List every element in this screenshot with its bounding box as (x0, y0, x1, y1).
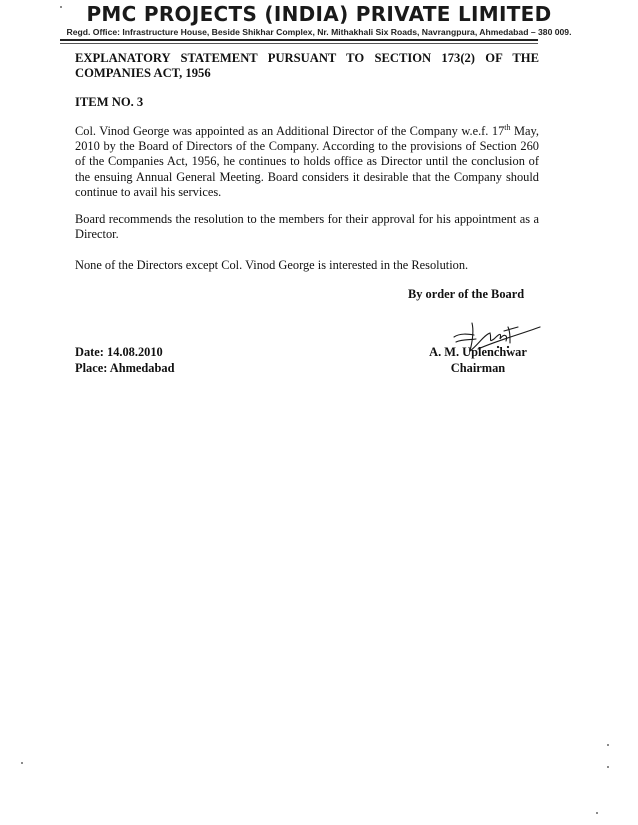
by-order-of-board: By order of the Board (408, 287, 525, 301)
paragraph-appointment (75, 124, 539, 200)
letterhead-rule-thin (60, 43, 538, 44)
statement-heading: EXPLANATORY STATEMENT PURSUANT TO SECTION 173(2) OF THE COMPANIES ACT, 1956 (75, 51, 539, 80)
scan-speck (607, 744, 609, 746)
letterhead-rule (60, 39, 538, 41)
signer-name: A. M. Uplenchwar (429, 345, 527, 359)
item-number: ITEM NO. 3 (75, 95, 144, 109)
ordinal-suffix: th (504, 123, 511, 132)
paragraph-interest: None of the Directors except Col. Vinod George is interested in the Resolution. (75, 258, 469, 272)
paragraph-appointment-text-2: May, 2010 by the Board of Directors of the Company. According to the provisions of Section 260 of the Companies Act, 1956, he continues to holds office as Director until the conclusion of the ensuing Annual General Meeting. Board considers it desirable that the Company should continue to avail his services. (75, 124, 539, 199)
signer-title: Chairman (450, 361, 506, 375)
paragraph-appointment-text-1: Col. Vinod George was appointed as an Additional Director of the Company w.e.f. 17 (75, 124, 505, 138)
document-date: Date: 14.08.2010 (75, 345, 163, 359)
document-place: Place: Ahmedabad (75, 361, 175, 375)
scan-speck (607, 766, 609, 768)
paragraph-recommendation: Board recommends the resolution to the members for their approval for his appointment as a Director. (75, 212, 539, 242)
scan-speck (596, 812, 598, 814)
date-place-block (75, 344, 174, 376)
scan-speck (60, 6, 62, 8)
scan-speck (21, 762, 23, 764)
company-name: PMC PROJECTS (INDIA) PRIVATE LIMITED (86, 2, 552, 26)
signatory-block (428, 344, 528, 376)
registered-office-address: Regd. Office: Infrastructure House, Beside Shikhar Complex, Nr. Mithakhali Six Roads, Navrangpura, Ahmedabad – 380 009. (66, 27, 572, 37)
